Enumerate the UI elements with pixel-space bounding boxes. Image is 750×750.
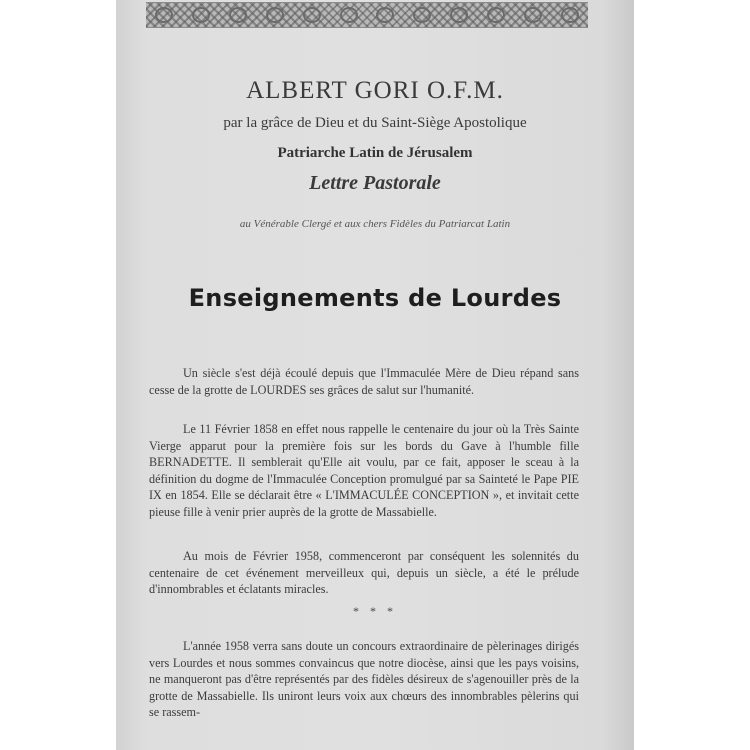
ornament-knot — [303, 7, 321, 23]
title-role: Patriarche Latin de Jérusalem — [277, 145, 473, 161]
document-page — [116, 0, 634, 750]
paragraph-3 — [149, 548, 579, 598]
ornament-knot — [192, 7, 210, 23]
address-line: au Vénérable Clergé et aux chers Fidèles du Patriarcat Latin — [239, 218, 511, 230]
paragraph-1 — [149, 365, 579, 398]
ornament-knot — [413, 7, 431, 23]
paragraph-4 — [149, 638, 579, 721]
decorative-border — [146, 2, 588, 28]
ornament-knot — [155, 7, 173, 23]
section-separator: * * * — [353, 604, 397, 618]
paragraph-text: Au mois de Février 1958, commenceront par conséquent les solennités du centenaire de cet événement merveilleux qui, depuis un siècle, a été le prélude d'innombrables et éclatants miracles. — [149, 549, 579, 596]
grace-line: par la grâce de Dieu et du Saint-Siège Apostolique — [223, 115, 527, 131]
ornament-knot — [487, 7, 505, 23]
paragraph-text: Un siècle s'est déjà écoulé depuis que l'Immaculée Mère de Dieu répand sans cesse de la grotte de LOURDES ses grâces de salut sur l'humanité. — [149, 366, 579, 397]
paragraph-text: L'année 1958 verra sans doute un concours extraordinaire de pèlerinages dirigés vers Lourdes et nous sommes convaincus que notre diocèse, ainsi que les pays voisins, ne manqueront pas d'être représentés par des fidèles désireux de s'agenouiller près de la grotte de Massabielle. Ils uniront leurs voix aux chœurs des innombrables pèlerins qui se rassem- — [149, 639, 579, 719]
ornament-knot — [376, 7, 394, 23]
ornament-knot — [524, 7, 542, 23]
ornament-knot — [266, 7, 284, 23]
letter-type: Lettre Pastorale — [309, 172, 441, 194]
main-title: Enseignements de Lourdes — [188, 284, 562, 312]
author-name: ALBERT GORI O.F.M. — [246, 77, 504, 104]
ornament-knot — [340, 7, 358, 23]
paragraph-2 — [149, 421, 579, 520]
paragraph-text: Le 11 Février 1858 en effet nous rappelle le centenaire du jour où la Très Sainte Vierge apparut pour la première fois sur les bords du Gave à l'humble fille BERNADETTE. Il semblerait qu'Elle ait voulu, par ce fait, apposer le sceau à la définition du dogme de l'Immaculée Conception promulgué par sa Sainteté le Pape PIE IX en 1854. Elle se déclarait être « L'IMMACULÉE CONCEPTION », et invitait cette pieuse fille à venir prier auprès de la grotte de Massabielle. — [149, 422, 579, 519]
ornament-knot — [450, 7, 468, 23]
ornament-knot — [229, 7, 247, 23]
ornament-knot — [561, 7, 579, 23]
